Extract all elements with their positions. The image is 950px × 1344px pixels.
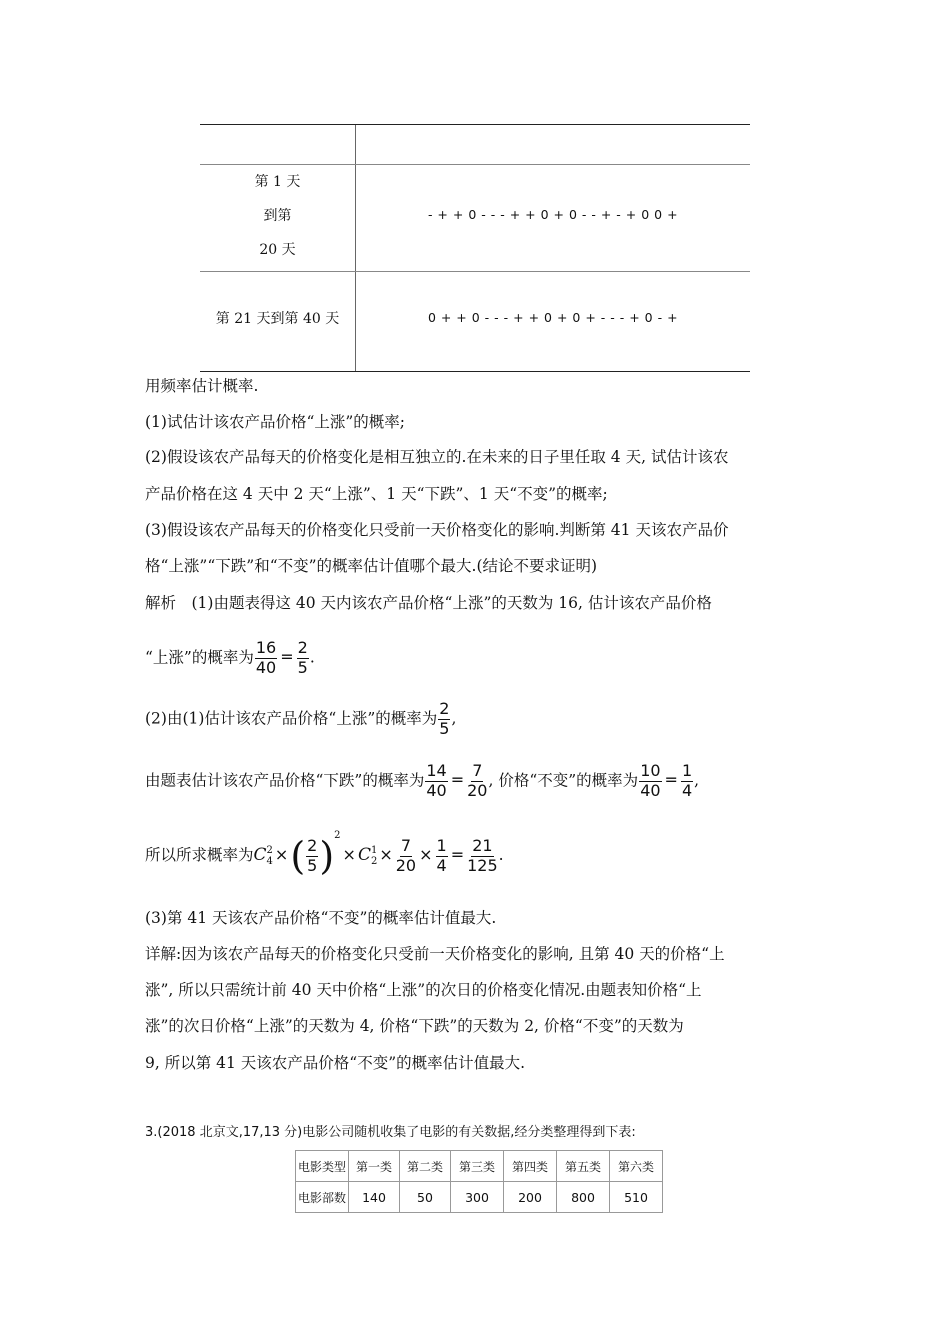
- formula-text: 由题表估计该农产品价格“下跌”的概率为: [145, 771, 425, 790]
- fraction: $\frac{16}{40}$: [255, 638, 277, 677]
- movie-table: [295, 1150, 663, 1213]
- fraction: $\frac{7}{20}$: [467, 761, 488, 800]
- text-line: 产品价格在这 4 天中 2 天“上涨”、1 天“下跌”、1 天“不变”的概率;: [145, 485, 608, 503]
- formula-text: (2)由(1)估计该农产品价格“上涨”的概率为: [145, 709, 438, 728]
- table-cell: 第六类: [610, 1151, 663, 1182]
- row-sequence: 0 + + 0 - - - + + 0 + 0 + - - - + 0 - +: [427, 310, 679, 325]
- text-line: 解析 (1)由题表得这 40 天内该农产品价格“上涨”的天数为 16, 估计该农产品价格: [145, 594, 712, 612]
- formula-line: 所以所求概率为C 2 4 ×( $\frac{2}{5}$ )$^2$× C 1 2 × $\frac{7}{20}$ × $\frac{1}{4}$ = $\frac{21}{125}$ .: [145, 830, 504, 878]
- fraction: $\frac{1}{4}$: [681, 761, 693, 800]
- row-label: 第 21 天到第 40 天: [215, 311, 340, 327]
- formula-text: “上涨”的概率为: [145, 648, 254, 667]
- fraction: $\frac{2}{5}$: [439, 699, 450, 738]
- text-line: 涨”的次日价格“上涨”的天数为 4, 价格“下跌”的天数为 2, 价格“不变”的天数为: [145, 1017, 684, 1035]
- text-line: 9, 所以第 41 天该农产品价格“不变”的概率估计值最大.: [145, 1054, 526, 1072]
- text-line: (3)假设该农产品每天的价格变化只受前一天价格变化的影响.判断第 41 天该农产品价: [145, 521, 729, 539]
- text-line: 格“上涨”“下跌”和“不变”的概率估计值哪个最大.(结论不要求证明): [145, 557, 598, 575]
- fraction: $\frac{21}{125}$: [467, 835, 498, 875]
- table-cell: 300: [451, 1182, 504, 1213]
- text-line: (1)试估计该农产品价格“上涨”的概率;: [145, 413, 406, 431]
- formula-line: (2)由(1)估计该农产品价格“上涨”的概率为 $\frac{2}{5}$ ,: [145, 699, 457, 738]
- text-line: 详解:因为该农产品每天的价格变化只受前一天价格变化的影响, 且第 40 天的价格“上: [145, 945, 725, 963]
- table-cell: 800: [557, 1182, 610, 1213]
- fraction: $\frac{1}{4}$: [436, 835, 447, 875]
- row-sequence: - + + 0 - - - + + 0 + 0 - - + - + 0 0 +: [427, 207, 679, 222]
- question-3: 3.(2018 北京文,17,13 分)电影公司随机收集了电影的有关数据,经分类整理得到下表:: [145, 1125, 636, 1140]
- table-cell: 电影类型: [296, 1151, 349, 1182]
- table-row: [296, 1151, 663, 1182]
- table-cell: 第四类: [504, 1151, 557, 1182]
- table-cell: 200: [504, 1182, 557, 1213]
- row-label: 20 天: [259, 242, 296, 258]
- table-rule: [200, 164, 750, 165]
- table-cell: 第五类: [557, 1151, 610, 1182]
- text-line: 用频率估计概率.: [145, 377, 259, 395]
- formula-line: 由题表估计该农产品价格“下跌”的概率为 $\frac{14}{40}$ = $\frac{7}{20}$ , 价格“不变”的概率为 $\frac{10}{40}$ = $\frac{1}{4}$ ,: [145, 761, 700, 800]
- fraction: $\frac{14}{40}$: [426, 761, 447, 800]
- fraction: $\frac{2}{5}$: [307, 835, 318, 875]
- table-cell: 第二类: [400, 1151, 451, 1182]
- table-cell: 510: [610, 1182, 663, 1213]
- table-cell: 第一类: [349, 1151, 400, 1182]
- fraction: $\frac{2}{5}$: [297, 638, 308, 677]
- row-label: 到第: [263, 208, 292, 224]
- formula-text: , 价格“不变”的概率为: [488, 771, 639, 790]
- text-line: (3)第 41 天该农产品价格“不变”的概率估计值最大.: [145, 909, 497, 927]
- table-row: [296, 1182, 663, 1213]
- formula-text: 所以所求概率为: [145, 846, 254, 864]
- text-line: 涨”, 所以只需统计前 40 天中价格“上涨”的次日的价格变化情况.由题表知价格“上: [145, 981, 702, 999]
- formula-line: “上涨”的概率为 $\frac{16}{40}$ = $\frac{2}{5}$ .: [145, 638, 315, 677]
- text-line: (2)假设该农产品每天的价格变化是相互独立的.在未来的日子里任取 4 天, 试估计该农: [145, 448, 729, 466]
- fraction: $\frac{10}{40}$: [640, 761, 661, 800]
- table-divider: [355, 125, 356, 371]
- row-label: 第 1 天: [254, 174, 301, 190]
- fraction: $\frac{7}{20}$: [395, 835, 417, 875]
- table-cell: 第三类: [451, 1151, 504, 1182]
- table-cell: 50: [400, 1182, 451, 1213]
- price-change-table: [200, 124, 750, 372]
- table-rule: [200, 271, 750, 272]
- table-cell: 电影部数: [296, 1182, 349, 1213]
- table-cell: 140: [349, 1182, 400, 1213]
